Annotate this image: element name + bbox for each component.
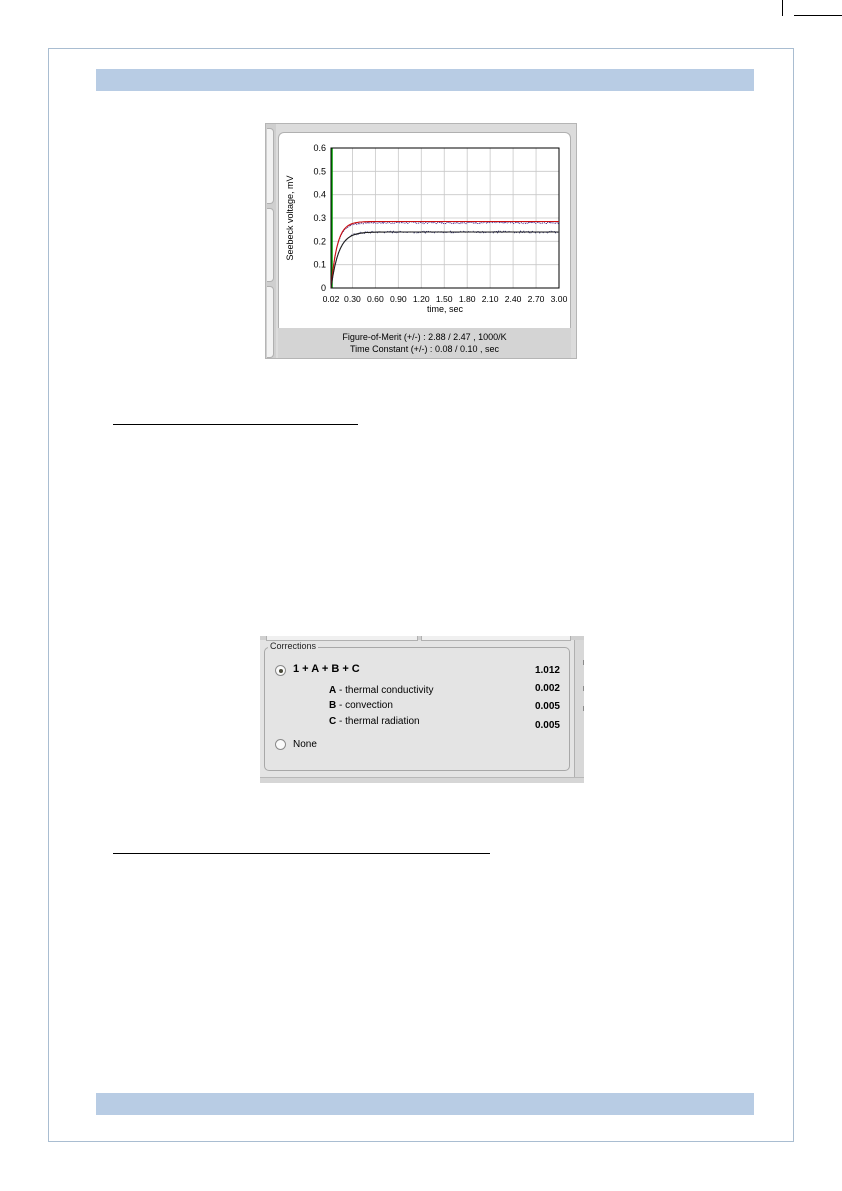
correction-b-desc: - convection bbox=[336, 700, 393, 711]
chart-series bbox=[331, 222, 559, 289]
radio-formula-selected-dot bbox=[279, 669, 283, 673]
correction-b-letter: B bbox=[329, 700, 337, 711]
y-tick-label-4: 0.4 bbox=[313, 189, 326, 200]
y-tick-labels bbox=[313, 143, 326, 293]
x-tick-label-6: 1.80 bbox=[458, 294, 476, 304]
footer-band bbox=[96, 1093, 754, 1115]
top-tab-right[interactable] bbox=[421, 636, 571, 641]
correction-a bbox=[329, 685, 434, 696]
series-line-1 bbox=[331, 231, 559, 288]
chart-grid bbox=[331, 148, 559, 288]
time-constant-text: Time Constant (+/-) : 0.08 / 0.10 , sec bbox=[350, 344, 499, 354]
correction-c bbox=[329, 716, 420, 727]
x-axis-label: time, sec bbox=[426, 304, 464, 314]
correction-c-letter: C bbox=[329, 716, 337, 727]
corrections-status-bar bbox=[260, 777, 584, 783]
formula-label: 1 + A + B + C bbox=[293, 663, 360, 675]
x-tick-label-9: 2.70 bbox=[527, 294, 545, 304]
x-tick-label-3: 0.90 bbox=[389, 294, 407, 304]
series-line-3 bbox=[331, 232, 559, 288]
header-band bbox=[96, 69, 754, 91]
x-tick-label-10: 3.00 bbox=[550, 294, 568, 304]
x-tick-label-1: 0.30 bbox=[344, 294, 361, 304]
y-axis-label: Seebeck voltage, mV bbox=[285, 175, 295, 261]
correction-a-desc: - thermal conductivity bbox=[336, 685, 434, 696]
correction-a-letter: A bbox=[329, 685, 337, 696]
correction-c-value: 0.005 bbox=[534, 720, 560, 731]
corrections-legend: Corrections bbox=[270, 641, 317, 651]
correction-c-desc: - thermal radiation bbox=[336, 716, 420, 727]
x-tick-label-2: 0.60 bbox=[367, 294, 384, 304]
x-tick-label-5: 1.50 bbox=[435, 294, 453, 304]
section-heading-underline-2 bbox=[113, 853, 490, 854]
x-tick-labels bbox=[323, 294, 568, 304]
strip-glyph-2 bbox=[583, 686, 584, 691]
section-heading-underline-1 bbox=[113, 424, 358, 425]
crop-mark-top-right bbox=[782, 0, 783, 16]
correction-a-value: 0.002 bbox=[534, 683, 560, 694]
radio-none[interactable] bbox=[275, 739, 286, 750]
radio-formula[interactable] bbox=[275, 665, 286, 676]
x-tick-label-0: 0.02 bbox=[322, 294, 340, 304]
y-tick-label-0: 0 bbox=[320, 283, 326, 293]
strip-glyph-3 bbox=[583, 706, 584, 711]
figure-of-merit-text: Figure-of-Merit (+/-) : 2.88 / 2.47 , 1000/K bbox=[342, 332, 507, 342]
none-label: None bbox=[293, 739, 317, 750]
corrections-panel bbox=[260, 636, 584, 783]
y-tick-label-2: 0.2 bbox=[313, 236, 326, 247]
y-tick-label-3: 0.3 bbox=[313, 213, 326, 223]
seebeck-chart-panel bbox=[265, 123, 577, 359]
y-tick-label-6: 0.6 bbox=[313, 143, 326, 153]
x-tick-label-4: 1.20 bbox=[412, 294, 430, 304]
y-tick-label-1: 0.1 bbox=[313, 259, 326, 270]
crop-mark-top-right-h bbox=[794, 15, 842, 16]
y-tick-label-5: 0.5 bbox=[313, 166, 326, 177]
correction-b-value: 0.005 bbox=[534, 701, 560, 712]
corrections-right-strip bbox=[574, 640, 584, 783]
x-tick-label-8: 2.40 bbox=[504, 294, 522, 304]
x-tick-label-7: 2.10 bbox=[481, 294, 499, 304]
strip-glyph-1 bbox=[583, 660, 584, 665]
correction-b bbox=[329, 700, 393, 711]
formula-value: 1.012 bbox=[534, 665, 560, 676]
seebeck-chart bbox=[266, 124, 577, 359]
chart-footer bbox=[278, 328, 571, 358]
